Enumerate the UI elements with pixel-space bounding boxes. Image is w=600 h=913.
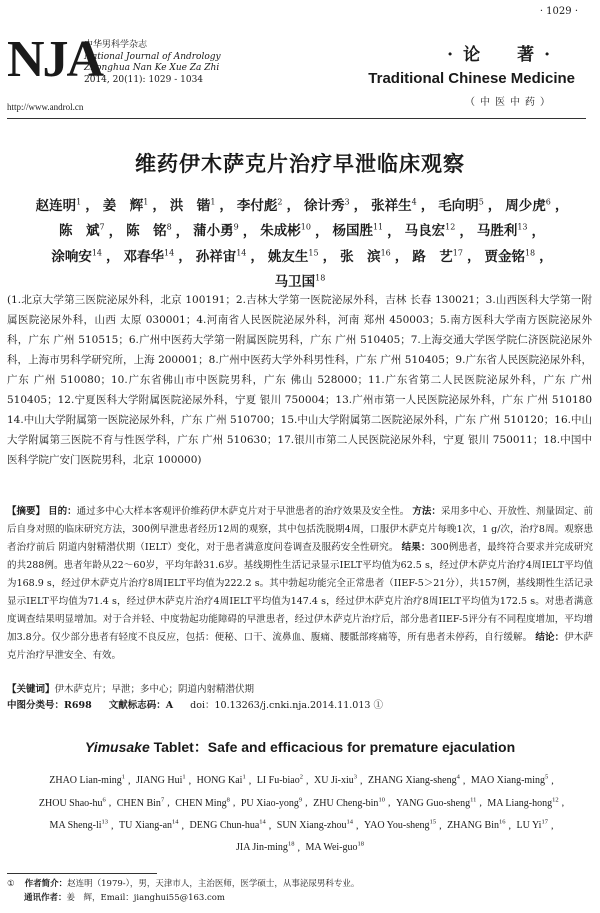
author-affiliation-number: 17 [541,818,548,826]
author-affiliation-number: 15 [429,818,437,826]
author-affiliation-number: 16 [380,248,391,257]
journal-logo: NJA [7,31,103,88]
author-item [438,198,484,214]
author-name: MAO Xiang-ming [470,775,545,787]
author-item [505,198,551,214]
author-item [197,775,246,786]
results-label: 结果： [401,542,431,553]
author-item [117,798,164,809]
author-item [50,820,108,831]
author-name: 路 艺 [412,248,453,265]
author-item [364,820,436,831]
english-title-rest: Tablet：Safe and efficacious for premature ejaculation [149,739,516,755]
author-item [49,775,125,786]
author-name: 朱成彬 [260,223,301,239]
author-name: 毛向明 [438,197,479,214]
author-affiliation-number: 12 [552,796,559,804]
author-affiliation-number: 3 [353,774,357,781]
section-sublabel: （中医中药） [465,97,555,108]
author-affiliation-number: 14 [236,248,247,257]
keywords-label: 【关键词】 [7,684,55,695]
author-name: MA Wei-guo [305,842,358,854]
author-item [412,249,463,265]
footnote-mark: ① [7,879,15,889]
author-name: 孙祥宙 [195,248,237,265]
english-title [0,737,600,757]
author-intro-label: 作者简介： [24,879,68,889]
author-item [268,249,319,265]
author-name: 邓春华 [123,248,165,265]
author-item [241,798,302,809]
author-affiliation-number: 18 [357,840,365,848]
author-affiliation-number: 1 [182,774,186,781]
author-item [405,223,456,239]
author-affiliation-number: 14 [346,818,353,826]
author-name: 徐计秀 [304,197,345,214]
author-name: 姜 辉 [102,197,144,214]
corresponding-text: 姜 辉，Email：jianghui55@163.com [66,893,225,903]
author-name: JIA Jin-ming [235,842,288,854]
author-affiliation-number: 5 [478,197,484,206]
author-affiliation-number: 5 [545,774,549,781]
author-affiliation-number: 16 [499,818,506,826]
section-label-cn: ·论 著· [447,45,560,65]
journal-issue: 2014, 20(11): 1029 - 1034 [84,74,204,85]
abstract-label: 【摘要】 [7,506,46,517]
author-name: ZHU Cheng-bin [313,797,379,809]
author-item [368,775,460,786]
author-item [36,198,82,214]
author-item [313,798,385,809]
author-item [471,775,548,786]
abstract [7,503,593,665]
author-affiliation-number: 2 [277,197,283,206]
author-name: 涂响安 [51,248,92,265]
author-name: ZHAO Lian-ming [49,775,122,787]
author-name: 贾金铭 [484,248,525,265]
conclusion-label: 结论： [535,632,565,643]
methods-text: 采用多中心、开放性、剂量固定、前后自身对照的临床研究方法，300例早泄患者经历12周的观察，其中包括洗脱期4周，口服伊木萨克片每晚1次，1 g/次，治疗8周。观察患者治疗前后 阴道内射精潜伏期（IELT）变化，对于患者满意度问卷调查及服药安全性研究。 [7,506,593,553]
author-name: CHEN Ming [175,797,227,809]
author-name: 李付彪 [236,197,278,214]
page-number: · 1029 · [539,6,578,17]
author-affiliation-number: 1 [143,197,149,206]
author-item [304,198,350,214]
objective-label: 目的： [48,506,77,517]
author-name: ZHANG Bin [447,819,500,831]
author-affiliation-number: 11 [372,222,384,232]
author-name: 马良宏 [404,223,446,239]
author-affiliation-number: 9 [233,222,239,232]
objective-text: 通过多中心大样本客观评价维药伊木萨克片对于早泄患者的治疗效果及安全性。 [76,506,410,517]
author-affiliation-number: 6 [545,197,551,206]
author-name: 蒲小勇 [193,223,234,239]
methods-label: 方法： [412,506,441,517]
author-affiliation-number: 18 [287,840,295,848]
author-affiliation-number: 13 [517,222,528,232]
author-affiliation-number: 8 [226,796,230,804]
author-name: 马卫国 [274,274,316,290]
author-item [103,198,149,214]
affiliations: (1.北京大学第三医院泌尿外科，北京 100191；2.吉林大学第一医院泌尿外科，吉林 长春 130021；3.山西医科大学第一附属医院泌尿外科，山西 太原 030001；4.河南省人民医院泌尿外科，河南 郑州 450003；5.南方医科大学南方医院泌尿外科，广东 广州 510515；6.广州中医药大学第一附属医院男科，广东 广州 510405；7.上海交通大学医学院仁济医院泌尿外科，上海市男科学研究所，上海 200001；8.广州中医药大学外科男性科，广东 广州 510405；9.广东省人民医院泌尿外科，广东 广州 510080；10.广东省佛山市中医院男科，广东 佛山 528000；11.广东省第二人民医院泌尿外科，广东 广州 510405；12.宁夏医科大学附属医院泌尿外科，宁夏 银川 750004；13.广州市第一人民医院泌尿外科，广东 广州 510180 14.中山大学附属第一医院泌尿外科，广东 广州 510700；15.中山大学附属第二医院泌尿外科，广东 广州 510120；16.中山大学附属第三医院不育与性医学科，广东 广州 510630；17.银川市第二人民医院泌尿外科，宁夏 银川 750011；18.中国中医科学院广安门医院男科，北京 100000) [7,294,592,466]
results-text: 300例患者，最终符合要求并完成研究的共288例。患者年龄从22～60岁，平均年龄31.6岁。基线期性生活记录显示IELT平均值为62.5 s，经过伊木萨克片治疗4周IELT平均值为168.9 s，经过伊木萨克片治疗8周IELT平均值为222.2 s。其中勃起功能完全正常患者（IIEF-5＞21分），共157例，基线期性生活记录显示IELT平均值为71.4 s，经过伊木萨克片治疗4周IELT平均值为147.4 s，经过伊木萨克片治疗8周IELT平均值为172.5 s。对患者满意度调查结果明显增加。对于合并轻、中度勃起功能障碍的早泄患者，经过伊木萨克片治疗后，部分患者IIEF-5评分有不同程度增加，平均增加3.8分。仅少部分患者有轻度不良反应，包括：便秘、口干、流鼻血、腹痛、腰骶部疼痛等，所有患者未停药，自行缓解。 [7,542,593,643]
author-name: 张祥生 [371,197,412,214]
author-affiliation-number: 9 [298,796,303,804]
author-affiliation-number: 14 [91,248,103,257]
author-item [277,820,353,831]
author-item [487,798,558,809]
author-item [371,198,417,214]
author-affiliation-number: 14 [259,818,266,826]
article-title: 维药伊木萨克片治疗早泄临床观察 [135,151,465,176]
clc-number: 中图分类号：R698 [7,700,92,711]
author-item [39,798,106,809]
author-item [126,223,172,239]
author-affiliation-number: 13 [101,818,108,826]
author-item [136,775,186,786]
author-name: PU Xiao-yong [240,797,299,809]
author-name: YANG Guo-sheng [395,797,471,809]
author-item [175,798,230,809]
author-affiliation-number: 18 [315,273,326,283]
author-affiliation-number: 8 [166,222,172,232]
author-name: LU Yi [516,819,542,831]
author-affiliation-number: 17 [452,248,463,257]
author-affiliation-number: 1 [76,197,82,206]
author-item [396,798,476,809]
author-affiliation-number: 14 [172,818,179,826]
author-affiliation-number: 7 [99,222,105,232]
english-author-list: ZHAO Lian-ming$^1$ , JIANG Hui$^1$ , HONG Kai$^1$ , LI Fu-biao$^2$ , XU Ji-xiu$^3$ , ZHANG Xiang-sheng$^4$ , MAO Xiang-ming$^5$ , ZHOU Shao-$hu^6$ , CHEN Bin$^7$ , CHEN Ming$^8$ , PU Xiao-yong$^9$ , ZHU Cheng-bin$^{10}$ , YANG Guo-sheng$^{11}$ , MA Liang-hong$^{12}$ , MA Sheng-$li^{13}$ , TU Xiang-$an^{14}$ , DENG Chun-hua$^{14}$ , SUN Xiang-zhou$^{14}$ , YAO You-sheng$^{15}$ , ZHANG Bin$^{16}$ , LU Yi$^{17}$ , JIA Jin-ming$^{18}$ , MA Wei-guo$^{18}$ [38,774,565,854]
journal-name-cn: 中华男科学杂志 [84,40,148,50]
author-affiliation-number: 18 [524,248,536,257]
author-name: SUN Xiang-zhou [276,819,347,831]
author-item [196,249,247,265]
corresponding-label: 通讯作者： [24,893,67,903]
section-label-en: Traditional Chinese Medicine [368,70,575,87]
author-name: TU Xiang-an [119,819,173,831]
doi: doi：10.13263/j.cnki.nja.2014.11.013 ① [190,700,383,711]
author-name: ZHOU Shao-hu [38,797,103,809]
author-item [314,775,357,786]
author-name: 赵连明 [35,197,77,214]
document-code: 文献标志码：A [108,700,174,711]
author-name: 杨国胜 [332,223,373,239]
keywords [7,681,254,695]
english-title-italic: Yimusake [84,739,150,755]
keywords-text: 伊木萨克片；早泄；多中心；阴道内射精潜伏期 [54,684,255,695]
author-name: 陈 铭 [126,223,167,239]
conclusion-text: 伊木萨克片治疗早泄安全、有效。 [7,632,593,661]
author-name: 周少虎 [505,197,546,214]
author-item [477,223,528,239]
author-item [257,775,303,786]
author-affiliation-number: 2 [299,774,303,781]
author-name: MA Liang-hong [487,797,553,809]
author-item [237,198,283,214]
author-affiliation-number: 10 [300,222,311,232]
classification-line [7,697,397,711]
author-item [51,249,102,265]
author-item [260,223,311,239]
journal-info [84,40,221,86]
author-name: HONG Kai [196,775,243,787]
author-item [484,249,535,265]
author-name: 马胜利 [476,223,518,239]
author-affiliation-number: 7 [160,796,165,804]
header-divider [7,118,586,119]
author-affiliation-number: 15 [308,248,319,257]
author-name: LI Fu-biao [256,775,300,787]
author-item [517,820,548,831]
author-affiliation-number: 12 [445,222,456,232]
author-name: ZHANG Xiang-sheng [367,775,457,787]
author-affiliation-number: 6 [102,796,106,804]
author-affiliation-number: 4 [411,197,417,206]
journal-website-link[interactable]: http://www.androl.cn [7,102,84,112]
author-name: MA Sheng-li [49,819,102,831]
author-item [236,842,294,853]
author-affiliation-number: 10 [378,796,385,804]
author-name: CHEN Bin [116,797,161,809]
author-name: 陈 斌 [58,223,100,239]
author-list: 赵连明$^1$ ， 姜 辉$^1$ ， 洪 锴$^1$ ， 李付彪$^2$ ， 徐计秀$^3$ ， 张祥生$^4$ ， 毛向明$^5$ ， 周少虎$^6$ ，陈 斌$^7$ ， 陈 铭$^8$ ， 蒲小勇$^9$ ， 朱成彬$^{10}$ ， 杨国胜$^{11}$ ， 马良宏$^{12}$ ， 马胜利$^{13}$ ，涂响安$^{14}$ ， 邓春华$^{14}$ ， 孙祥宙$^{14}$ ， 姚友生$^{15}$ ， 张 滨$^{16}$ ， 路 艺$^{17}$ ， 贾金铭$^{18}$ ，马卫国$^{18}$ [35,197,569,290]
author-affiliation-number: 4 [456,774,460,781]
author-item [124,249,175,265]
author-affiliation-number: 14 [164,248,175,257]
author-item [193,223,239,239]
author-name: JIANG Hui [135,775,183,787]
author-name: YAO You-sheng [363,819,430,831]
footnote-divider [7,873,157,874]
author-affiliation-number: 1 [121,774,125,781]
author-item [119,820,179,831]
author-name: 张 滨 [340,248,381,265]
author-affiliation-number: 11 [470,796,477,804]
author-item [340,249,391,265]
author-item [275,274,326,290]
author-affiliation-number: 3 [344,197,350,206]
author-name: DENG Chun-hua [189,819,260,831]
author-item [447,820,505,831]
author-affiliation-number: 1 [210,197,216,206]
author-item [59,223,105,239]
author-name: 姚友生 [267,248,309,265]
journal-name-en: National Journal of Andrology [84,51,221,62]
author-item [170,198,216,214]
author-item [190,820,266,831]
journal-name-pinyin: Zhonghua Nan Ke Xue Za Zhi [84,63,220,73]
author-item [332,223,383,239]
author-item [305,842,364,853]
author-name: XU Ji-xiu [314,775,354,787]
author-affiliation-number: 1 [242,774,246,781]
footnote [7,877,359,905]
author-intro-text: 赵连明（1979-），男，天津市人，主治医师，医学硕士，从事泌尿男科专业。 [67,879,360,889]
author-name: 洪 锴 [169,197,211,214]
